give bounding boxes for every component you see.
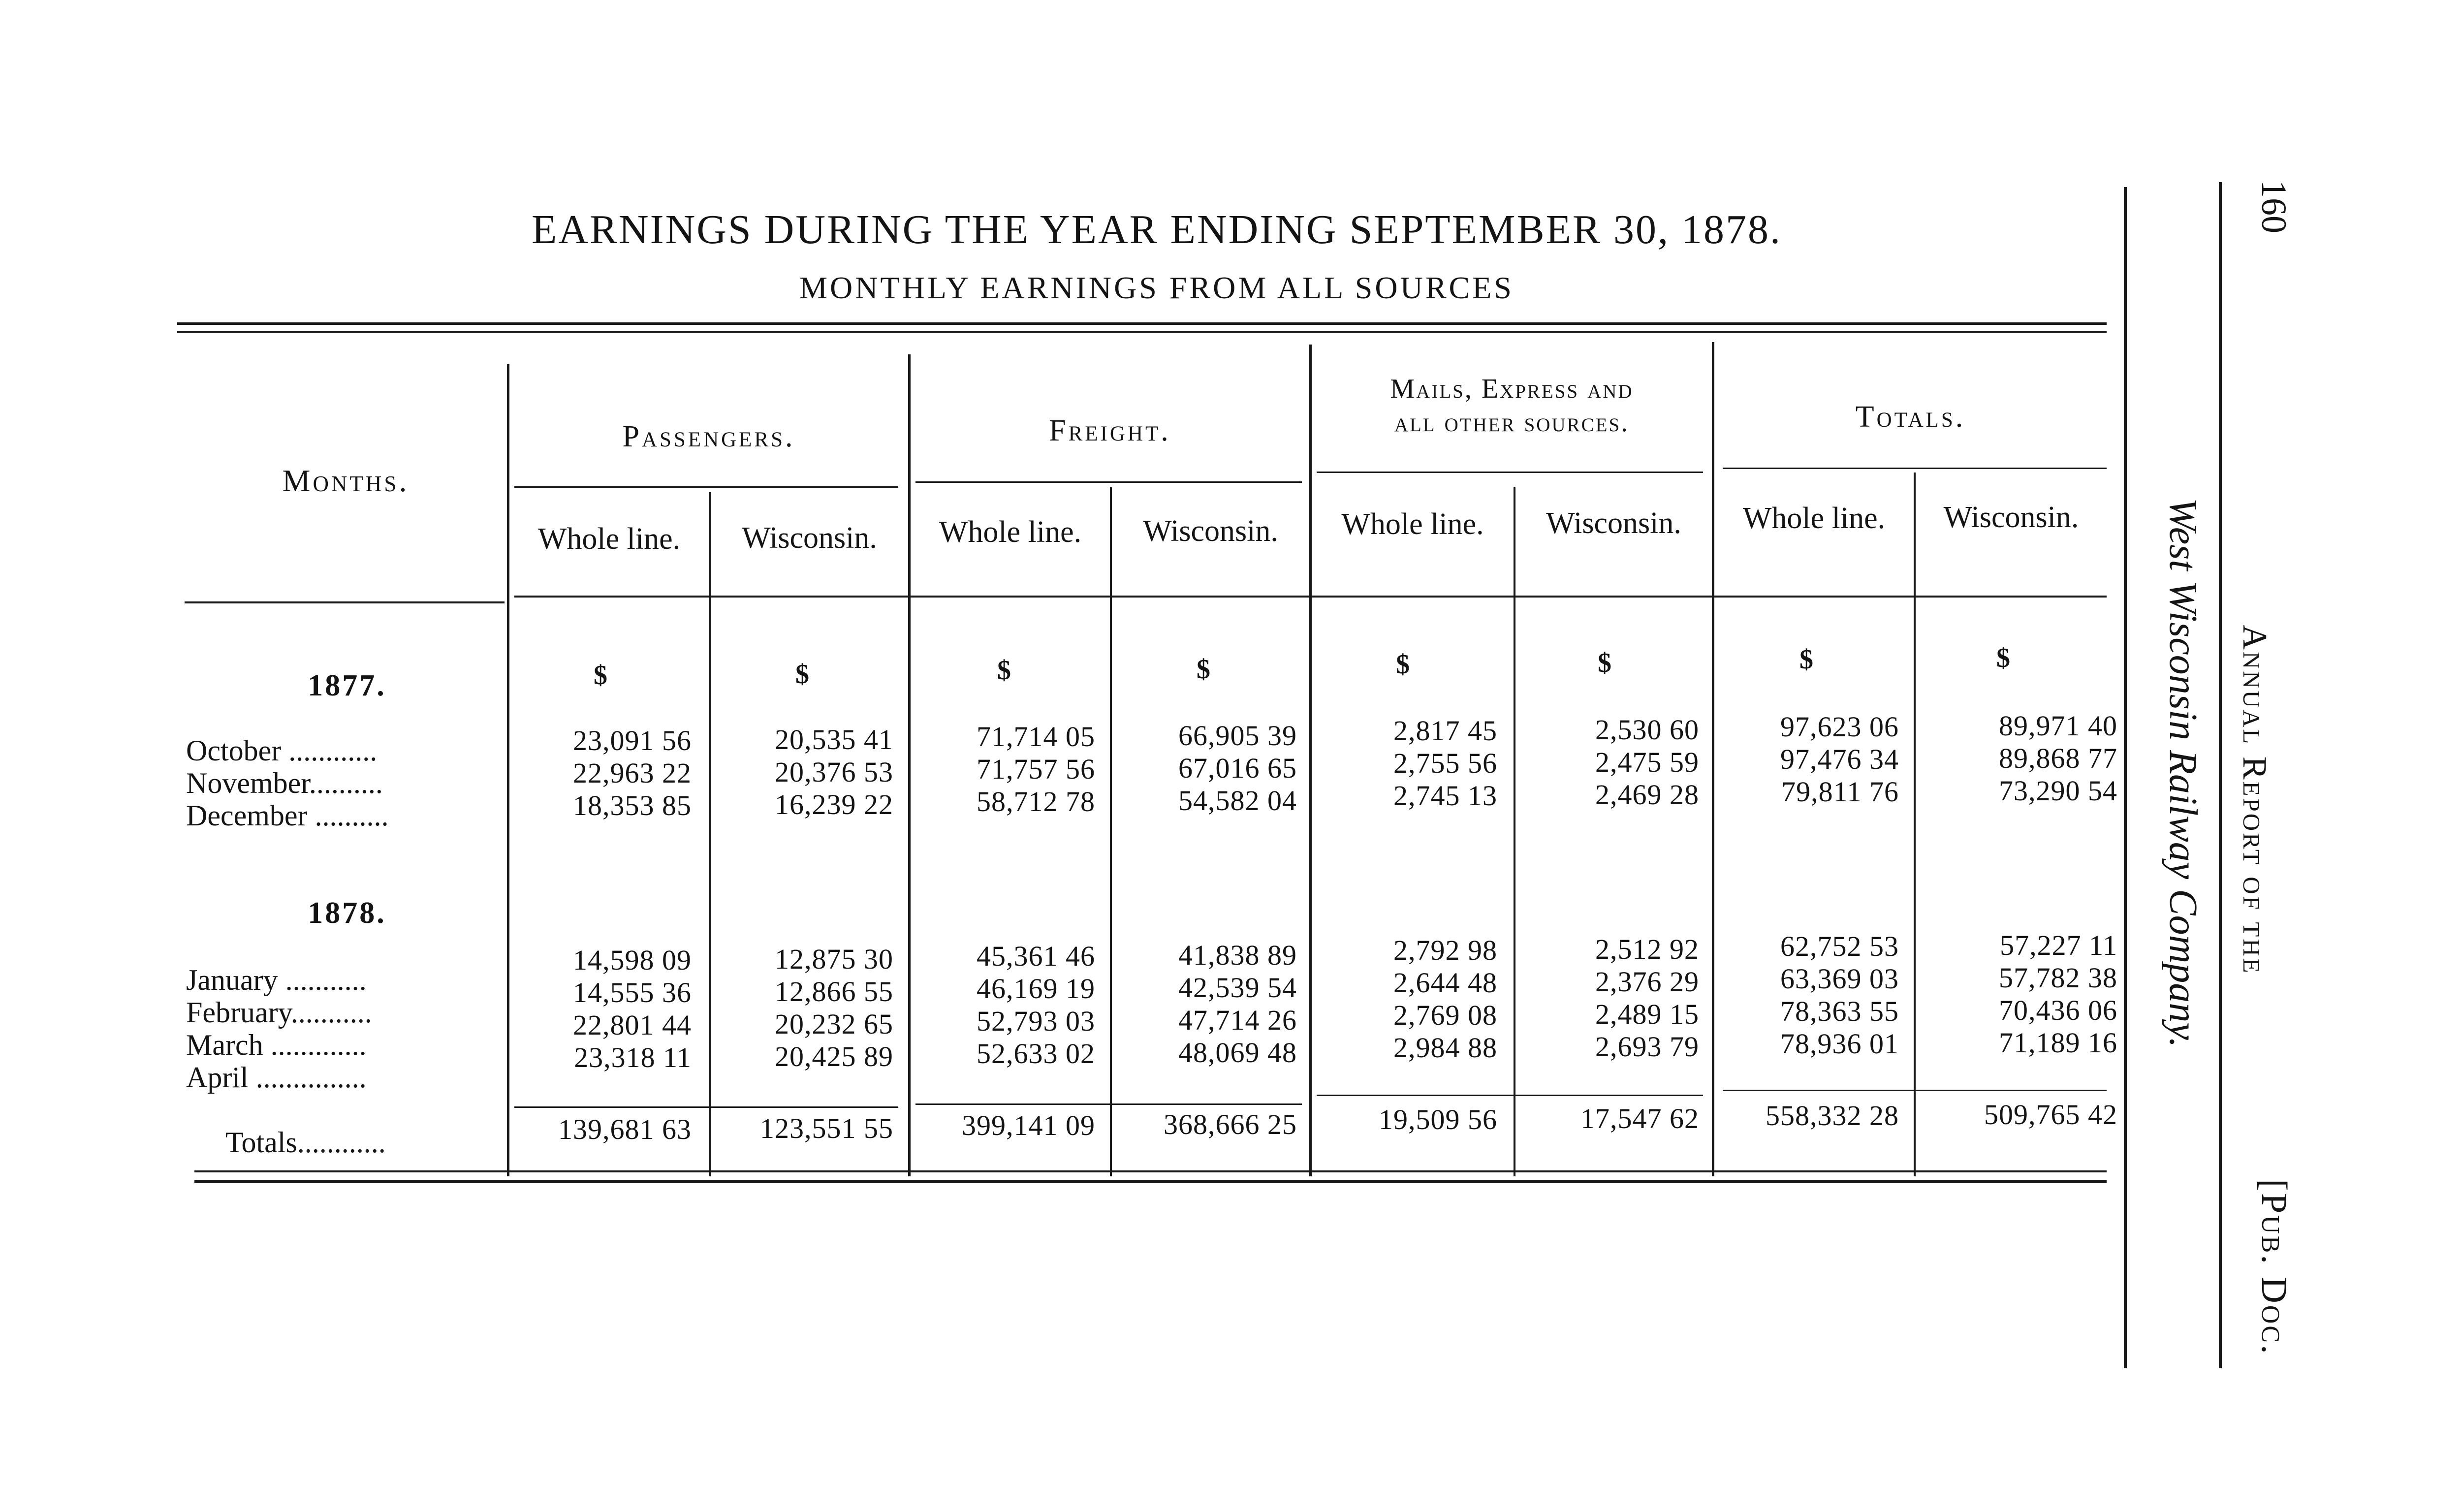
table-cell: 22,801 44 (573, 1009, 692, 1041)
mails-header-line2: all other sources. (1394, 407, 1630, 438)
table-cell: 2,489 15 (1595, 998, 1699, 1030)
table-cell: 58,712 78 (977, 786, 1095, 818)
table-top-rule (177, 322, 2107, 325)
freight-header: Freight. (1049, 414, 1171, 447)
group-underline (1723, 468, 2107, 469)
table-cell: 20,535 41 (775, 724, 893, 756)
table-cell: 71,757 56 (977, 753, 1095, 785)
subheader-mails-whole-line: Whole line. (1341, 507, 1484, 541)
subheader-freight-whole-line: Whole line. (939, 515, 1082, 549)
dollar-sign: $ (594, 660, 607, 691)
table-cell: 368,666 25 (1164, 1108, 1297, 1140)
column-divider (1309, 345, 1312, 1176)
year-label-1877: 1877. (308, 669, 386, 702)
table-cell: 57,227 11 (2000, 929, 2117, 961)
table-cell: 45,361 46 (977, 940, 1095, 972)
page-title: EARNINGS DURING THE YEAR ENDING SEPTEMBER 30, 1878. (532, 207, 1782, 252)
table-cell: 71,189 16 (1999, 1027, 2117, 1059)
table-bottom-rule-thick (194, 1180, 2107, 1183)
totals-rule (1723, 1090, 2107, 1091)
table-cell: 71,714 05 (977, 721, 1095, 753)
table-cell: 14,555 36 (573, 976, 692, 1008)
table-cell: 2,984 88 (1393, 1032, 1497, 1064)
month-label-april: April ............... (186, 1061, 367, 1094)
table-cell: 18,353 85 (573, 789, 692, 821)
dollar-sign: $ (795, 659, 809, 690)
table-cell: 42,539 54 (1178, 972, 1297, 1004)
totals-header: Totals. (1855, 400, 1966, 434)
table-cell: 16,239 22 (775, 788, 893, 820)
column-divider (1110, 487, 1112, 1176)
table-cell: 2,376 29 (1595, 966, 1699, 998)
group-underline (915, 481, 1302, 483)
months-header: Months. (282, 463, 410, 498)
table-cell: 48,069 48 (1178, 1037, 1297, 1069)
table-cell: 41,838 89 (1178, 939, 1297, 971)
table-cell: 23,318 11 (574, 1041, 692, 1073)
table-cell: 47,714 26 (1178, 1004, 1297, 1036)
table-cell: 73,290 54 (1999, 775, 2117, 807)
table-cell: 2,817 45 (1393, 715, 1497, 747)
table-cell: 97,476 34 (1780, 743, 1899, 775)
table-cell: 20,376 53 (775, 756, 893, 788)
table-cell: 12,875 30 (775, 943, 893, 975)
year-label-1878: 1878. (308, 896, 386, 930)
dollar-sign: $ (1396, 649, 1410, 680)
table-cell: 63,369 03 (1780, 963, 1899, 995)
mails-header-line1: Mails, Express and (1390, 374, 1634, 404)
dollar-sign: $ (1799, 644, 1813, 675)
table-bottom-rule (194, 1170, 2107, 1172)
table-cell: 2,644 48 (1393, 967, 1497, 999)
totals-rule (1317, 1095, 1703, 1096)
page-subtitle: MONTHLY EARNINGS FROM ALL SOURCES (799, 270, 1514, 305)
table-cell: 2,475 59 (1595, 746, 1699, 778)
dollar-sign: $ (997, 655, 1011, 686)
subheader-freight-wisconsin: Wisconsin. (1143, 514, 1278, 548)
table-cell: 2,769 08 (1393, 999, 1497, 1031)
table-cell: 139,681 63 (558, 1113, 692, 1145)
table-cell: 97,623 06 (1780, 711, 1899, 743)
table-cell: 2,693 79 (1595, 1031, 1699, 1063)
table-cell: 17,547 62 (1580, 1102, 1699, 1134)
dollar-sign: $ (1996, 643, 2010, 673)
group-underline (1317, 472, 1703, 473)
table-cell: 79,811 76 (1781, 776, 1899, 808)
table-cell: 509,765 42 (1984, 1099, 2117, 1131)
table-cell: 20,425 89 (775, 1040, 893, 1072)
month-label-november: November.......... (186, 767, 383, 799)
dollar-sign: $ (1598, 648, 1611, 678)
margin-rule (2124, 187, 2127, 1368)
running-head: Annual Report of the (2236, 625, 2273, 975)
subheader-totals-whole-line: Whole line. (1742, 502, 1886, 535)
company-name: West Wisconsin Railway Company. (2161, 498, 2205, 1048)
column-divider (507, 364, 509, 1176)
subheader-passengers-whole-line: Whole line. (537, 522, 681, 556)
table-cell: 12,866 55 (775, 976, 893, 1008)
group-underline (514, 486, 898, 488)
totals-row-label: Totals............ (225, 1126, 386, 1159)
table-cell: 23,091 56 (573, 724, 692, 756)
table-cell: 52,793 03 (977, 1005, 1095, 1037)
table-cell: 399,141 09 (962, 1109, 1095, 1141)
table-cell: 20,232 65 (775, 1008, 893, 1040)
table-cell: 52,633 02 (977, 1038, 1095, 1070)
header-bottom-rule (514, 596, 2107, 598)
month-label-february: February........... (186, 996, 372, 1029)
table-top-rule-thin (177, 331, 2107, 333)
table-cell: 14,598 09 (573, 944, 692, 976)
column-divider (1514, 487, 1515, 1176)
pub-doc-label: [Pub. Doc. (2254, 1179, 2294, 1356)
month-label-october: October ............ (186, 734, 378, 767)
table-cell: 62,752 53 (1780, 930, 1899, 962)
table-cell: 123,551 55 (760, 1112, 893, 1144)
table-cell: 89,868 77 (1999, 742, 2117, 774)
table-cell: 78,936 01 (1780, 1028, 1899, 1060)
month-label-january: January ........... (186, 964, 367, 996)
table-cell: 558,332 28 (1766, 1100, 1899, 1132)
table-cell: 2,745 13 (1393, 780, 1497, 812)
table-cell: 19,509 56 (1379, 1103, 1497, 1135)
subheader-passengers-wisconsin: Wisconsin. (742, 521, 877, 555)
table-cell: 67,016 65 (1178, 752, 1297, 784)
table-cell: 2,530 60 (1595, 714, 1699, 746)
table-cell: 89,971 40 (1999, 710, 2117, 742)
table-cell: 70,436 06 (1999, 994, 2117, 1026)
table-cell: 66,905 39 (1178, 720, 1297, 752)
column-divider (908, 354, 911, 1176)
table-cell: 2,755 56 (1393, 747, 1497, 779)
header-bottom-rule (185, 601, 505, 603)
month-label-march: March ............. (186, 1029, 367, 1061)
passengers-header: Passengers. (622, 420, 795, 453)
table-cell: 46,169 19 (977, 973, 1095, 1005)
dollar-sign: $ (1197, 654, 1210, 685)
table-cell: 57,782 38 (1999, 962, 2117, 994)
subheader-mails-wisconsin: Wisconsin. (1546, 506, 1681, 540)
table-cell: 2,512 92 (1595, 933, 1699, 965)
column-divider (1914, 472, 1916, 1176)
table-cell: 54,582 04 (1178, 785, 1297, 817)
table-cell: 2,469 28 (1595, 779, 1699, 811)
margin-rule (2219, 182, 2222, 1368)
subheader-totals-wisconsin: Wisconsin. (1943, 501, 2079, 534)
column-divider (1712, 342, 1714, 1176)
totals-rule (514, 1106, 898, 1108)
table-cell: 2,792 98 (1393, 934, 1497, 966)
totals-rule (915, 1103, 1302, 1105)
month-label-december: December .......... (186, 799, 389, 832)
column-divider (709, 492, 711, 1176)
page-number: 160 (2254, 180, 2294, 233)
table-cell: 78,363 55 (1780, 995, 1899, 1027)
table-cell: 22,963 22 (573, 757, 692, 789)
